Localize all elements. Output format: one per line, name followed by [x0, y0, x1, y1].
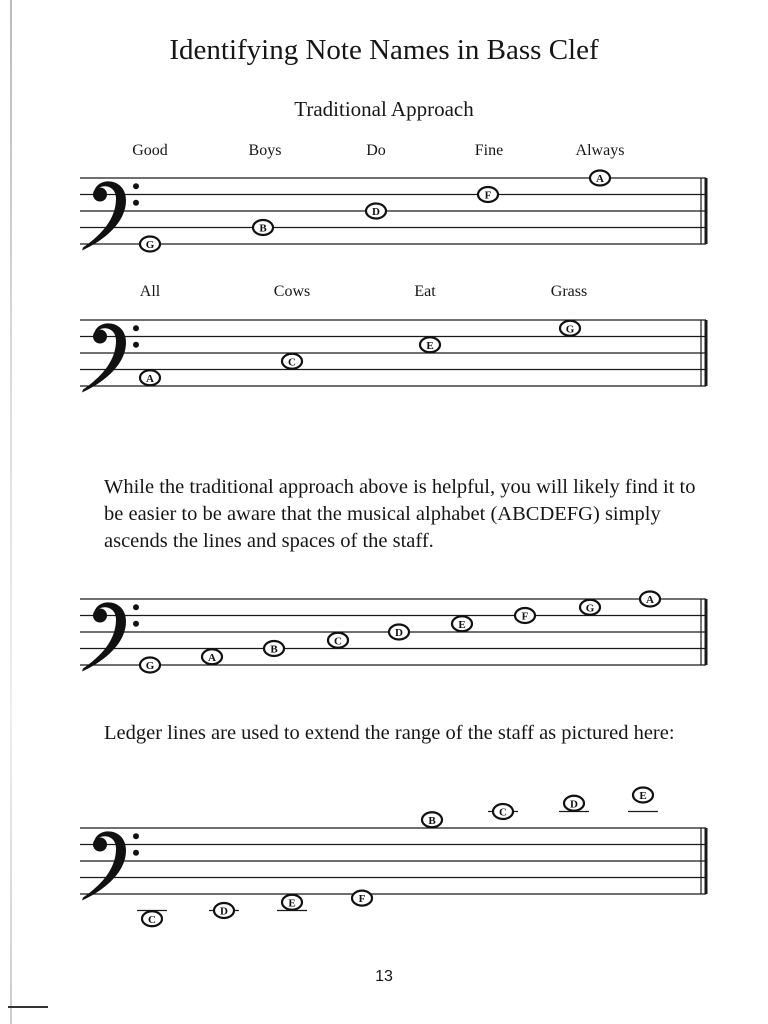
mnemonic-word: Fine: [474, 142, 504, 159]
note-head: [366, 204, 386, 219]
note-letter: E: [458, 618, 466, 631]
note-letter: F: [521, 610, 529, 623]
mnemonic-word: Grass: [550, 283, 588, 300]
note-head: [559, 796, 589, 812]
note-letter: A: [646, 594, 654, 606]
note-letter: C: [288, 356, 296, 369]
bass-staff-3: [0, 580, 768, 690]
note-letter: G: [145, 239, 155, 251]
page-corner-mark: [8, 1006, 48, 1012]
page-number: 13: [375, 968, 393, 985]
note-letter: D: [570, 798, 578, 811]
note-head: [209, 903, 239, 918]
note-letter: B: [428, 814, 436, 827]
note-head: [452, 616, 472, 631]
note-head: [560, 321, 580, 336]
note-letter: D: [220, 905, 228, 918]
mnemonic-word: Cows: [273, 283, 311, 300]
paragraph-alphabet: While the traditional approach above is helpful, you will likely find it to be easier to be aware that the musical alphabet (ABCDEFG) simply ascends the lines and spaces of the staff.: [104, 476, 696, 552]
bass-staff-4: [0, 780, 768, 950]
note-letter: C: [148, 913, 156, 926]
bass-clef-icon: [82, 181, 139, 250]
note-letter: D: [395, 627, 403, 639]
note-letter: C: [499, 806, 507, 819]
mnemonic-word: Boys: [248, 142, 282, 159]
note-head: [137, 911, 167, 927]
note-head: [389, 625, 409, 640]
bass-staff-1: [0, 160, 768, 270]
bass-staff-2: [0, 300, 768, 410]
note-letter: G: [145, 660, 155, 672]
note-letter: E: [426, 339, 434, 352]
note-letter: E: [288, 897, 296, 910]
note-head: [253, 220, 273, 235]
bass-clef-icon: [82, 602, 139, 671]
mnemonic-word: Good: [132, 142, 168, 159]
paragraph-ledger: Ledger lines are used to extend the range of the staff as pictured here:: [104, 722, 675, 744]
note-head: [488, 804, 518, 819]
note-letter: A: [596, 173, 604, 185]
mnemonic-word: All: [139, 283, 161, 300]
note-letter: G: [585, 602, 595, 615]
note-head: [202, 649, 222, 664]
note-head: [515, 608, 535, 623]
note-head: [277, 895, 307, 911]
note-head: [580, 600, 600, 615]
mnemonic-word: Always: [575, 142, 625, 159]
note-letter: F: [484, 189, 492, 202]
mnemonic-word: Eat: [414, 283, 436, 300]
note-head: [282, 354, 302, 369]
note-letter: B: [270, 643, 278, 656]
note-head: [352, 891, 372, 906]
note-letter: B: [259, 222, 267, 235]
bass-clef-icon: [82, 831, 139, 900]
note-letter: A: [146, 372, 154, 385]
page-subtitle: Traditional Approach: [294, 97, 474, 121]
note-head: [422, 812, 442, 827]
note-letter: E: [639, 790, 647, 802]
mnemonic-word: Do: [366, 142, 386, 159]
note-head: [420, 337, 440, 352]
note-head: [478, 187, 498, 202]
note-letter: A: [208, 651, 216, 664]
page-title: Identifying Note Names in Bass Clef: [169, 34, 599, 66]
note-letter: D: [372, 206, 380, 218]
note-head: [140, 658, 160, 673]
note-head: [140, 237, 160, 252]
note-letter: C: [334, 635, 342, 648]
note-head: [140, 370, 160, 385]
note-letter: G: [565, 323, 575, 336]
note-letter: F: [358, 893, 366, 906]
bass-clef-icon: [82, 323, 139, 392]
note-head: [640, 592, 660, 607]
note-head: [628, 788, 658, 812]
note-head: [264, 641, 284, 656]
note-head: [590, 171, 610, 186]
note-head: [328, 633, 348, 648]
